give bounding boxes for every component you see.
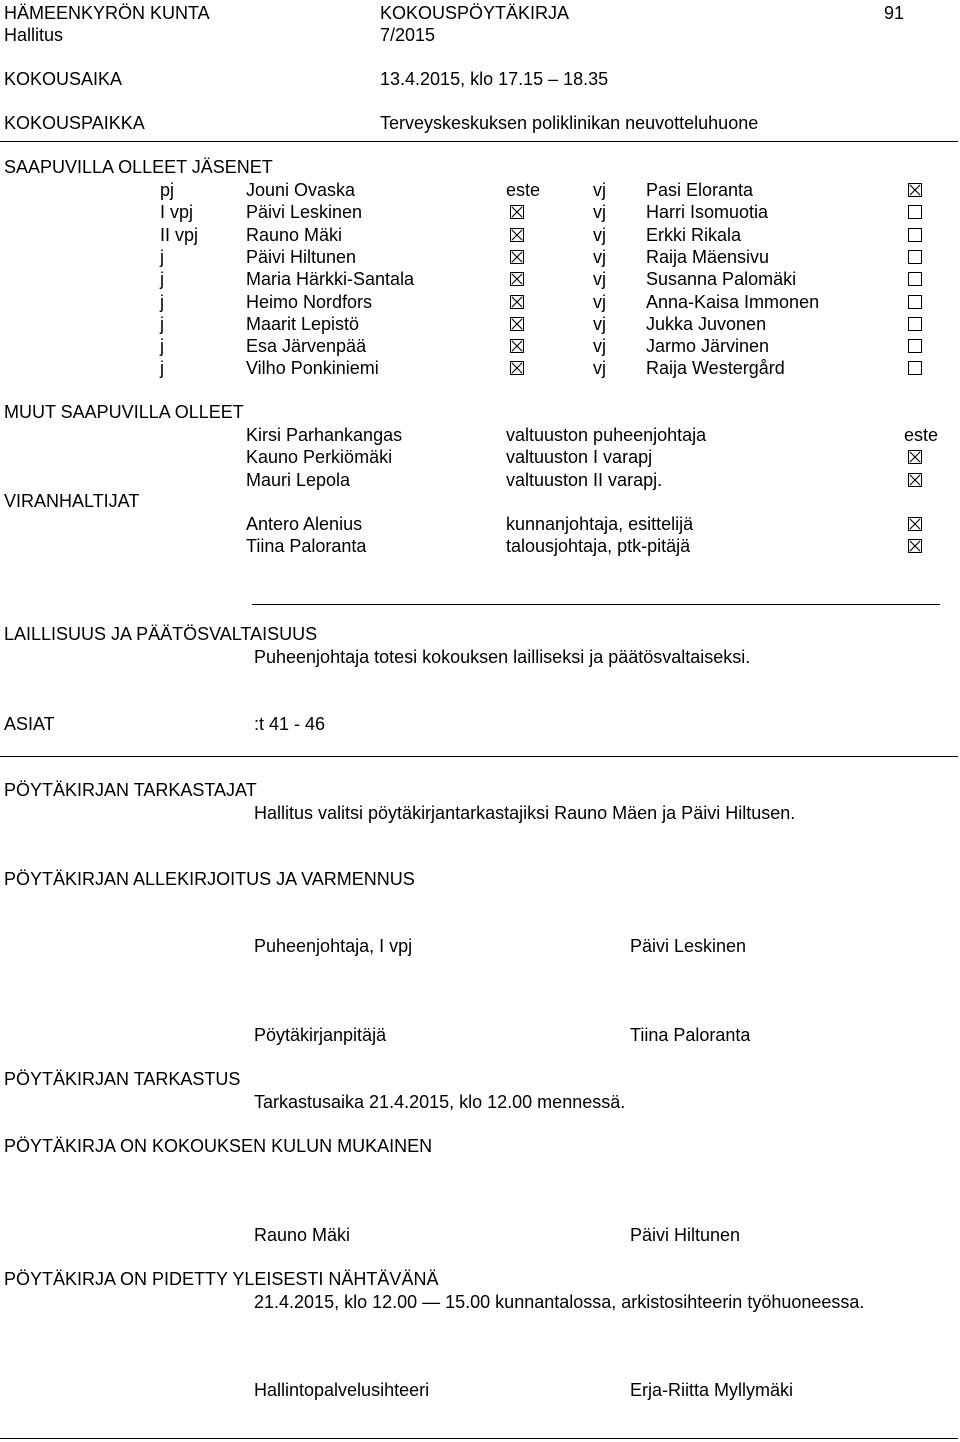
deputy-attendance-checkbox[interactable]	[908, 183, 922, 197]
deputy-attendance-checkbox[interactable]	[908, 205, 922, 219]
member-role: j	[160, 313, 164, 334]
other-attendance-checkbox[interactable]	[908, 473, 922, 487]
member-attendance-checkbox[interactable]	[510, 250, 524, 264]
deputy-label: vj	[593, 180, 606, 200]
meeting-place-label: KOKOUSPAIKKA	[4, 113, 145, 133]
course-signer-1: Rauno Mäki	[254, 1225, 351, 1245]
deputy-name: Pasi Eloranta	[646, 180, 754, 200]
inspection-title: PÖYTÄKIRJAN TARKASTUS	[4, 1069, 241, 1089]
deputy-attendance-checkbox[interactable]	[908, 295, 922, 309]
official-name: Antero Alenius	[246, 514, 363, 534]
deputy-attendance-checkbox[interactable]	[908, 272, 922, 286]
member-status: este	[506, 180, 541, 200]
checkmark-x-icon	[909, 540, 921, 552]
officials-title: VIRANHALTIJAT	[4, 491, 140, 511]
chair-role: Puheenjohtaja, I vpj	[254, 936, 413, 956]
deputy-label: vj	[593, 202, 606, 223]
checkmark-x-icon	[909, 474, 921, 486]
other-role: valtuuston I varapj	[506, 447, 653, 468]
meeting-time-label: KOKOUSAIKA	[4, 69, 123, 89]
deputy-attendance-checkbox[interactable]	[908, 228, 922, 242]
course-title: PÖYTÄKIRJA ON KOKOUKSEN KULUN MUKAINEN	[4, 1136, 433, 1156]
checkmark-x-icon	[511, 273, 523, 285]
deputy-name: Raija Mäensivu	[646, 246, 770, 267]
public-title: PÖYTÄKIRJA ON PIDETTY YLEISESTI NÄHTÄVÄNÄ	[4, 1269, 439, 1289]
member-role: j	[160, 336, 164, 357]
member-attendance-checkbox[interactable]	[510, 295, 524, 309]
meeting-place-value: Terveyskeskuksen poliklinikan neuvotteluhuone	[380, 113, 759, 133]
member-name: Maarit Lepistö	[246, 313, 360, 334]
checkmark-x-icon	[511, 229, 523, 241]
member-name: Vilho Ponkiniemi	[246, 358, 379, 379]
inspectors-text: Hallitus valitsi pöytäkirjantarkastajiksi Rauno Mäen ja Päivi Hiltusen.	[254, 803, 796, 823]
inspection-text: Tarkastusaika 21.4.2015, klo 12.00 mennessä.	[254, 1092, 626, 1112]
section-divider	[252, 604, 940, 605]
matters-divider	[0, 756, 958, 757]
deputy-label: vj	[593, 313, 606, 334]
member-role: j	[160, 358, 164, 379]
member-role: j	[160, 291, 164, 312]
checkmark-x-icon	[909, 518, 921, 530]
organization-name: HÄMEENKYRÖN KUNTA	[4, 3, 210, 23]
deputy-name: Erkki Rikala	[646, 224, 742, 245]
member-name: Esa Järvenpää	[246, 336, 367, 357]
member-name: Jouni Ovaska	[246, 180, 356, 200]
member-attendance-checkbox[interactable]	[510, 228, 524, 242]
other-attendance-checkbox[interactable]	[908, 450, 922, 464]
deputy-label: vj	[593, 291, 606, 312]
member-role: I vpj	[160, 202, 194, 223]
meeting-number: 7/2015	[380, 25, 436, 45]
other-role: valtuuston II varapj.	[506, 469, 663, 490]
member-name: Maria Härkki-Santala	[246, 269, 415, 290]
other-role: valtuuston puheenjohtaja	[506, 425, 707, 445]
public-signer-role: Hallintopalvelusihteeri	[254, 1380, 430, 1400]
deputy-label: vj	[593, 224, 606, 245]
deputy-label: vj	[593, 269, 606, 290]
member-role: pj	[160, 180, 175, 200]
signatures-title: PÖYTÄKIRJAN ALLEKIRJOITUS JA VARMENNUS	[4, 869, 415, 889]
secretary-name: Tiina Paloranta	[630, 1025, 751, 1045]
deputy-label: vj	[593, 358, 606, 379]
member-name: Päivi Leskinen	[246, 202, 363, 223]
deputy-name: Jukka Juvonen	[646, 313, 767, 334]
matters-label: ASIAT	[4, 714, 55, 734]
member-attendance-checkbox[interactable]	[510, 361, 524, 375]
checkmark-x-icon	[511, 362, 523, 374]
member-attendance-checkbox[interactable]	[510, 272, 524, 286]
secretary-role: Pöytäkirjanpitäjä	[254, 1025, 387, 1045]
deputy-name: Anna-Kaisa Immonen	[646, 291, 820, 312]
other-status: este	[904, 425, 939, 445]
member-role: j	[160, 269, 164, 290]
legality-title: LAILLISUUS JA PÄÄTÖSVALTAISUUS	[4, 624, 318, 644]
member-name: Päivi Hiltunen	[246, 246, 357, 267]
checkmark-x-icon	[909, 184, 921, 196]
member-name: Rauno Mäki	[246, 224, 343, 245]
footer-divider	[0, 1438, 958, 1439]
checkmark-x-icon	[511, 296, 523, 308]
deputy-attendance-checkbox[interactable]	[908, 361, 922, 375]
checkmark-x-icon	[511, 318, 523, 330]
member-attendance-checkbox[interactable]	[510, 317, 524, 331]
member-role: II vpj	[160, 224, 199, 245]
deputy-attendance-checkbox[interactable]	[908, 250, 922, 264]
meeting-time-value: 13.4.2015, klo 17.15 – 18.35	[380, 69, 609, 89]
official-attendance-checkbox[interactable]	[908, 517, 922, 531]
official-name: Tiina Paloranta	[246, 536, 367, 557]
deputy-label: vj	[593, 336, 606, 357]
official-role: talousjohtaja, ptk-pitäjä	[506, 536, 691, 557]
other-name: Kauno Perkiömäki	[246, 447, 393, 468]
official-role: kunnanjohtaja, esittelijä	[506, 514, 694, 534]
deputy-name: Raija Westergård	[646, 358, 785, 379]
deputy-name: Harri Isomuotia	[646, 202, 769, 223]
official-attendance-checkbox[interactable]	[908, 539, 922, 553]
deputy-name: Susanna Palomäki	[646, 269, 797, 290]
checkmark-x-icon	[909, 451, 921, 463]
others-title: MUUT SAAPUVILLA OLLEET	[4, 402, 244, 422]
header-divider	[0, 141, 958, 142]
checkmark-x-icon	[511, 251, 523, 263]
checkmark-x-icon	[511, 340, 523, 352]
course-signer-2: Päivi Hiltunen	[630, 1225, 741, 1245]
public-text: 21.4.2015, klo 12.00 — 15.00 kunnantalossa, arkistosihteerin työhuoneessa.	[254, 1292, 865, 1312]
matters-value: :t 41 - 46	[254, 714, 326, 734]
member-attendance-checkbox[interactable]	[510, 205, 524, 219]
deputy-attendance-checkbox[interactable]	[908, 339, 922, 353]
page-number: 91	[884, 3, 905, 23]
member-name: Heimo Nordfors	[246, 291, 373, 312]
other-name: Mauri Lepola	[246, 469, 351, 490]
deputy-label: vj	[593, 246, 606, 267]
member-role: j	[160, 246, 164, 267]
deputy-name: Jarmo Järvinen	[646, 336, 770, 357]
legality-text: Puheenjohtaja totesi kokouksen lailliseksi ja päätösvaltaiseksi.	[254, 647, 751, 667]
member-attendance-checkbox[interactable]	[510, 339, 524, 353]
other-name: Kirsi Parhankangas	[246, 425, 403, 445]
chair-name: Päivi Leskinen	[630, 936, 747, 956]
public-signer-name: Erja-Riitta Myllymäki	[630, 1380, 794, 1400]
members-title: SAAPUVILLA OLLEET JÄSENET	[4, 157, 273, 177]
document-type: KOKOUSPÖYTÄKIRJA	[380, 3, 570, 23]
inspectors-title: PÖYTÄKIRJAN TARKASTAJAT	[4, 780, 257, 800]
deputy-attendance-checkbox[interactable]	[908, 317, 922, 331]
checkmark-x-icon	[511, 206, 523, 218]
governing-body: Hallitus	[4, 25, 64, 45]
